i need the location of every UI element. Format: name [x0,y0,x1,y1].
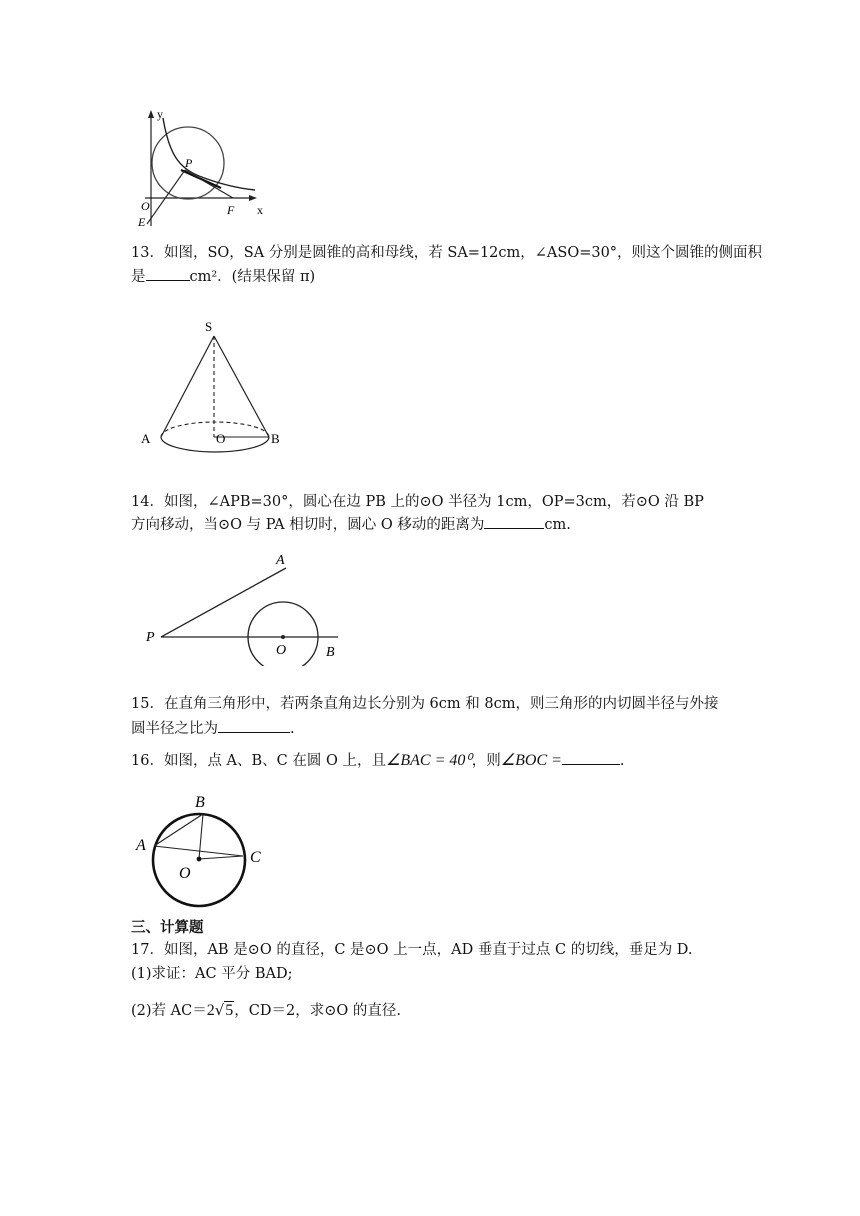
q15-line1: 15．在直角三角形中，若两条直角边长分别为 6cm 和 8cm，则三角形的内切圆半径与外接 [131,696,719,712]
fig12-label-p: P [185,156,193,170]
fig13-label-b: B [271,431,280,446]
q15-line2-prefix: 圆半径之比为 [131,721,218,737]
q14-answer-blank[interactable] [484,514,544,529]
q16-math-bac: ∠BAC = 40⁰ [386,752,472,769]
fig14-label-a: A [276,553,285,568]
fig16-label-o: O [179,865,191,882]
q15-answer-blank[interactable] [218,718,290,733]
q13-line2 [131,266,315,287]
fig14-label-p: P [146,630,155,645]
q17-line1: 17．如图，AB 是⊙O 的直径，C 是⊙O 上一点，AD 垂直于过点 C 的切线，垂足为 D. [131,942,693,958]
figure-16 [133,790,273,910]
q16-line [131,750,625,771]
figure-14 [140,548,360,666]
q14-line1: 14．如图，∠APB=30°，圆心在边 PB 上的⊙O 半径为 1cm，OP=3cm，若⊙O 沿 BP [131,494,704,510]
q14-line2-prefix: 方向移动，当⊙O 与 PA 相切时，圆心 O 移动的距离为 [131,517,485,533]
fig12-label-o: O [141,199,150,213]
q14-line2-suffix: cm. [544,517,571,533]
fig13-label-s: S [205,319,213,334]
q17-sqrt-radicand: 5 [225,1002,234,1019]
q17-part1: (1)求证：AC 平分 BAD; [131,966,293,982]
q15-line2 [131,718,295,739]
fig12-label-y: y [157,107,163,121]
figure-13-cone [135,314,295,464]
q16-math-boc: ∠BOC = [500,752,562,769]
q16-suffix: . [619,753,625,769]
q13-answer-blank[interactable] [146,266,190,281]
q15-line2-suffix: . [290,721,295,737]
q13-line2-suffix: cm²．(结果保留 π) [189,269,316,285]
fig16-label-a: A [136,837,146,854]
fig12-label-e: E [138,215,146,229]
q16-prefix: 16．如图，点 A、B、C 在圆 O 上，且 [131,753,386,769]
fig12-label-x: x [257,203,263,217]
q16-middle: ，则 [471,753,501,769]
q17-sqrt-coef: 2 [206,1002,215,1019]
fig13-label-o: O [216,431,226,446]
q13-line2-prefix: 是 [131,269,146,285]
section-3-heading: 三、计算题 [131,919,204,936]
q17-sqrt-sign: √ [214,1001,225,1019]
fig14-label-b: B [326,645,335,660]
q17-part2 [131,1000,401,1021]
figure-12 [135,106,275,231]
q13-line1: 13．如图，SO，SA 分别是圆锥的高和母线，若 SA=12cm，∠ASO=30°，则这个圆锥的侧面积 [131,245,763,261]
fig14-label-o: O [276,643,287,658]
q14-line2 [131,514,571,535]
fig16-label-c: C [250,849,261,866]
q17-part2-prefix: (2)若 AC＝ [131,1003,207,1019]
fig12-label-f: F [227,203,235,217]
fig16-label-b: B [195,794,205,811]
fig13-label-a: A [141,431,151,446]
q17-part2-suffix: ，CD＝2，求⊙O 的直径. [234,1003,401,1019]
q16-answer-blank[interactable] [562,750,620,765]
